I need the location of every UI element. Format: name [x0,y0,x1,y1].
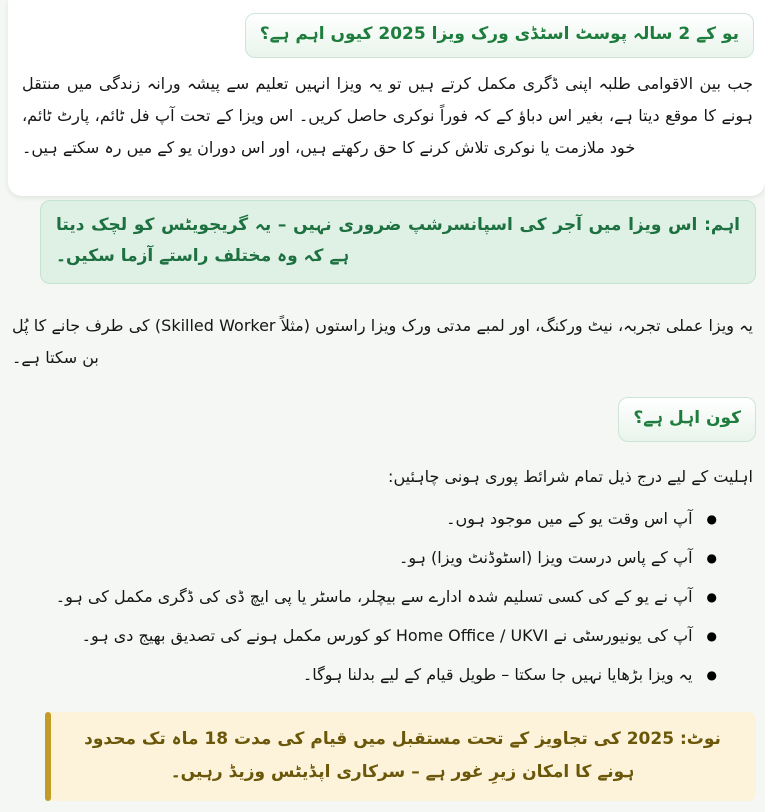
bullet-icon: ● [706,629,717,643]
note-accent-bar [45,712,51,801]
list-item-text: آپ کے پاس درست ویزا (اسٹوڈنٹ ویزا) ہو۔ [398,548,693,567]
list-item-text: آپ اس وقت یو کے میں موجود ہوں۔ [446,509,693,528]
list-item [12,621,717,651]
why-important-paragraph: جب بین الاقوامی طلبہ اپنی ڈگری مکمل کرتے ہیں تو یہ ویزا انہیں تعلیم سے پیشہ ورانہ زندگی میں منتقل ہونے کا موقع دیتا ہے، بغیر اس دباؤ کے کہ فوراً نوکری حاصل کریں۔ اس ویزا کے تحت آپ فل ٹائم، پارٹ ٹائم، خود ملازمت یا نوکری تلاش کرنے کا حق رکھتے ہیں، اور اس دوران یو کے میں رہ سکتے ہیں۔ [22,74,753,157]
no-sponsorship-callout: اہم: اس ویزا میں آجر کی اسپانسرشپ ضروری نہیں – یہ گریجویٹس کو لچک دیتا ہے کہ وہ مختلف راستے آزما سکیں۔ [40,200,756,284]
eligibility-intro: اہلیت کے لیے درج ذیل تمام شرائط پوری ہونی چاہئیں: [388,467,753,486]
bridge-paragraph: یہ ویزا عملی تجربہ، نیٹ ورکنگ، اور لمبے مدتی ورک ویزا راستوں (مثلاً Skilled Worker) کی طرف جانے کا پُل بن سکتا ہے۔ [12,316,754,367]
bullet-icon: ● [706,668,717,682]
list-item-text: آپ کی یونیورسٹی نے Home Office / UKVI کو کورس مکمل ہونے کی تصدیق بھیج دی ہو۔ [81,626,693,645]
intro-card [8,0,765,196]
list-item [12,504,717,534]
eligibility-list [12,504,717,699]
bullet-icon: ● [706,512,717,526]
who-eligible-heading: کون اہل ہے؟ [618,397,756,442]
list-item [12,660,717,690]
note-text: نوٹ: 2025 کی تجاویز کے تحت مستقبل میں قیام کی مدت 18 ماہ تک محدود ہونے کا امکان زیرِ غور ہے – سرکاری اپڈیٹس وزیڈ رہیں۔ [84,729,721,782]
why-important-heading: یو کے 2 سالہ پوسٹ اسٹڈی ورک ویزا 2025 کیوں اہم ہے؟ [245,13,754,58]
list-item [12,582,717,612]
list-item-text: آپ نے یو کے کی کسی تسلیم شدہ ادارے سے بیچلر، ماسٹر یا پی ایچ ڈی کی ڈگری مکمل کی ہو۔ [55,587,693,606]
bullet-icon: ● [706,551,717,565]
bullet-icon: ● [706,590,717,604]
list-item-text: یہ ویزا بڑھایا نہیں جا سکتا – طویل قیام کے لیے بدلنا ہوگا۔ [302,665,693,684]
note-box [45,712,756,801]
list-item [12,543,717,573]
